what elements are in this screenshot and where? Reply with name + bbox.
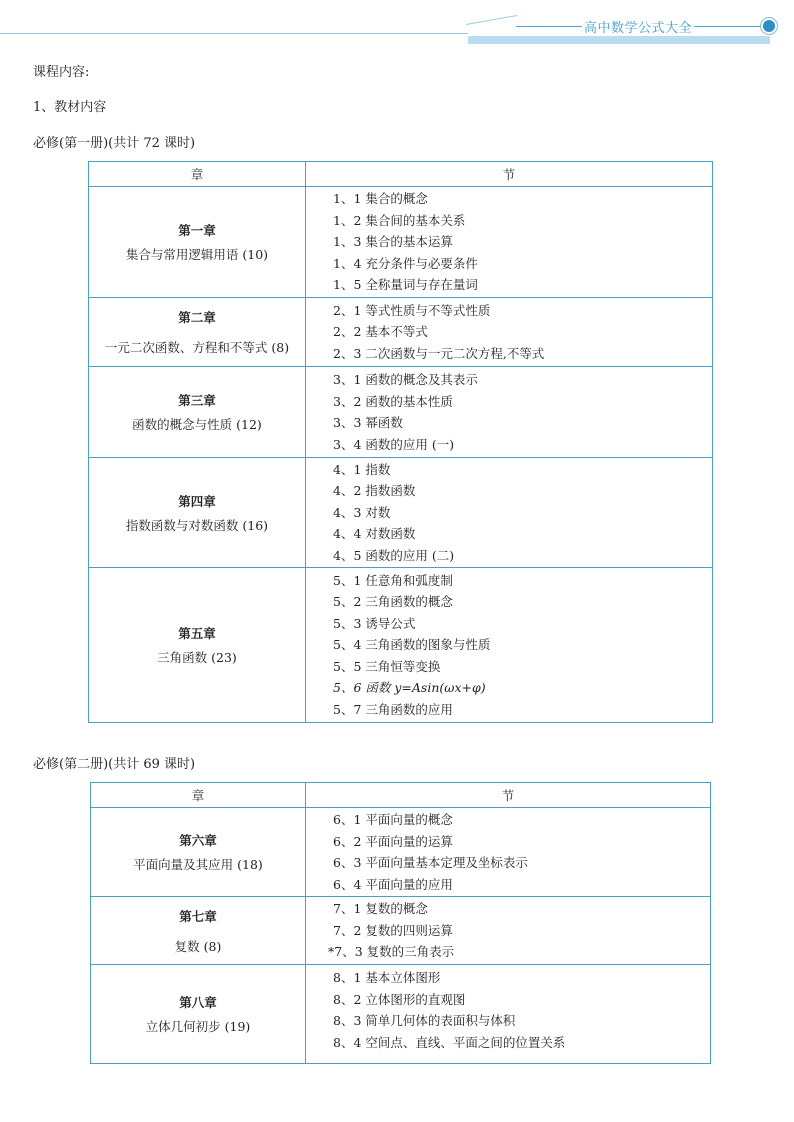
section-item: 7、2 复数的四则运算 [333, 922, 453, 938]
section-item: 3、2 函数的基本性质 [333, 393, 453, 409]
header-rule [0, 33, 468, 34]
section-item: 8、2 立体图形的直观图 [333, 991, 466, 1007]
book1-heading: 必修(第一册)(共计 72 课时) [33, 136, 196, 151]
header-title: 高中数学公式大全 [582, 17, 694, 36]
section-item: 4、1 指数 [333, 461, 391, 477]
chapter-name: 第六章 [179, 833, 217, 848]
section-cell [306, 458, 713, 568]
table-header-row [89, 162, 713, 187]
section-item: 1、1 集合的概念 [333, 191, 428, 207]
section-item: 4、3 对数 [333, 504, 391, 520]
col-section: 节 [306, 162, 713, 187]
chapter-title: 复数 (8) [174, 938, 222, 954]
table-row [89, 298, 713, 367]
section-cell [306, 568, 713, 723]
section-item: 3、3 幂函数 [333, 415, 403, 430]
chapter-name: 第二章 [178, 310, 216, 325]
section-cell [306, 965, 711, 1064]
table-row [89, 458, 713, 568]
col-chapter: 章 [89, 162, 306, 187]
section-item: 5、3 诱导公式 [333, 615, 416, 631]
section-item: 5、4 三角函数的图象与性质 [333, 637, 491, 653]
chapter-title: 集合与常用逻辑用语 (10) [125, 247, 269, 262]
chapter-name: 第七章 [179, 908, 217, 924]
section-item: 6、2 平面向量的运算 [333, 833, 453, 849]
section-item: 6、1 平面向量的概念 [333, 812, 453, 827]
section-cell [306, 367, 713, 458]
section-item: 2、2 基本不等式 [333, 324, 428, 340]
chapter-title: 平面向量及其应用 (18) [133, 857, 263, 872]
section-item: 8、3 简单几何体的表面积与体积 [333, 1013, 516, 1028]
book2-heading: 必修(第二册)(共计 69 课时) [33, 757, 196, 772]
section-item: 6、4 平面向量的应用 [333, 876, 453, 892]
section-item: *7、3 复数的三角表示 [328, 944, 455, 960]
header-slope [466, 15, 517, 25]
chapter-cell [89, 367, 306, 458]
table-row [89, 568, 713, 723]
section-item: 3、1 函数的概念及其表示 [333, 372, 478, 387]
chapter-title: 一元二次函数、方程和不等式 (8) [104, 340, 290, 355]
chapter-cell [91, 897, 306, 965]
table-row [91, 897, 711, 965]
chapter-name: 第五章 [178, 626, 216, 641]
chapter-name: 第三章 [178, 393, 216, 408]
chapter-name: 第四章 [178, 493, 216, 509]
table-row [89, 367, 713, 458]
chapter-cell [89, 298, 306, 367]
col-chapter: 章 [91, 783, 306, 808]
section-item: 3、4 函数的应用 (一) [333, 436, 455, 452]
chapter-title: 立体几何初步 (19) [145, 1019, 251, 1034]
section-item: 6、3 平面向量基本定理及坐标表示 [333, 855, 528, 870]
chapter-title: 函数的概念与性质 (12) [132, 417, 262, 432]
table-row [91, 808, 711, 897]
section-item: 1、4 充分条件与必要条件 [333, 255, 478, 271]
table-row [89, 187, 713, 298]
book2-table [90, 782, 711, 1064]
section-item: 7、1 复数的概念 [333, 901, 428, 917]
chapter-name: 第一章 [178, 223, 216, 238]
section-item: 5、7 三角函数的应用 [333, 701, 453, 717]
chapter-cell [89, 187, 306, 298]
chapter-cell [89, 568, 306, 723]
section-item: 4、4 对数函数 [333, 526, 416, 542]
section-item: 5、6 函数 y=Asin(ωx+φ) [333, 680, 486, 696]
section-item: 5、5 三角恒等变换 [333, 658, 441, 674]
book1-table [88, 161, 713, 723]
chapter-title: 指数函数与对数函数 (16) [125, 517, 269, 533]
section-cell [306, 808, 711, 897]
section-item: 2、1 等式性质与不等式性质 [333, 302, 491, 318]
section-cell [306, 897, 711, 965]
header-band [468, 36, 770, 44]
col-section: 节 [306, 783, 711, 808]
header-dot-icon [763, 20, 775, 32]
section-cell [306, 298, 713, 367]
section-item: 1、2 集合间的基本关系 [333, 212, 466, 228]
chapter-cell [91, 965, 306, 1064]
section-item: 8、4 空间点、直线、平面之间的位置关系 [333, 1034, 566, 1050]
section-item: 1、5 全称量词与存在量词 [333, 277, 478, 293]
chapter-title: 三角函数 (23) [157, 650, 237, 665]
chapter-name: 第八章 [179, 995, 217, 1010]
section-cell [306, 187, 713, 298]
chapter-cell [91, 808, 306, 897]
table-header-row [91, 783, 711, 808]
section-item: 8、1 基本立体图形 [333, 970, 441, 985]
section-item: 5、1 任意角和弧度制 [333, 572, 453, 588]
section-item: 4、2 指数函数 [333, 483, 416, 499]
section-item: 5、2 三角函数的概念 [333, 594, 453, 610]
intro-textbook-content: 1、教材内容 [33, 100, 107, 115]
section-item: 1、3 集合的基本运算 [333, 234, 453, 250]
intro-course-content: 课程内容: [33, 65, 90, 80]
table-row [91, 965, 711, 1064]
section-item: 4、5 函数的应用 (二) [333, 547, 455, 563]
chapter-cell [89, 458, 306, 568]
section-item: 2、3 二次函数与一元二次方程,不等式 [333, 345, 545, 361]
